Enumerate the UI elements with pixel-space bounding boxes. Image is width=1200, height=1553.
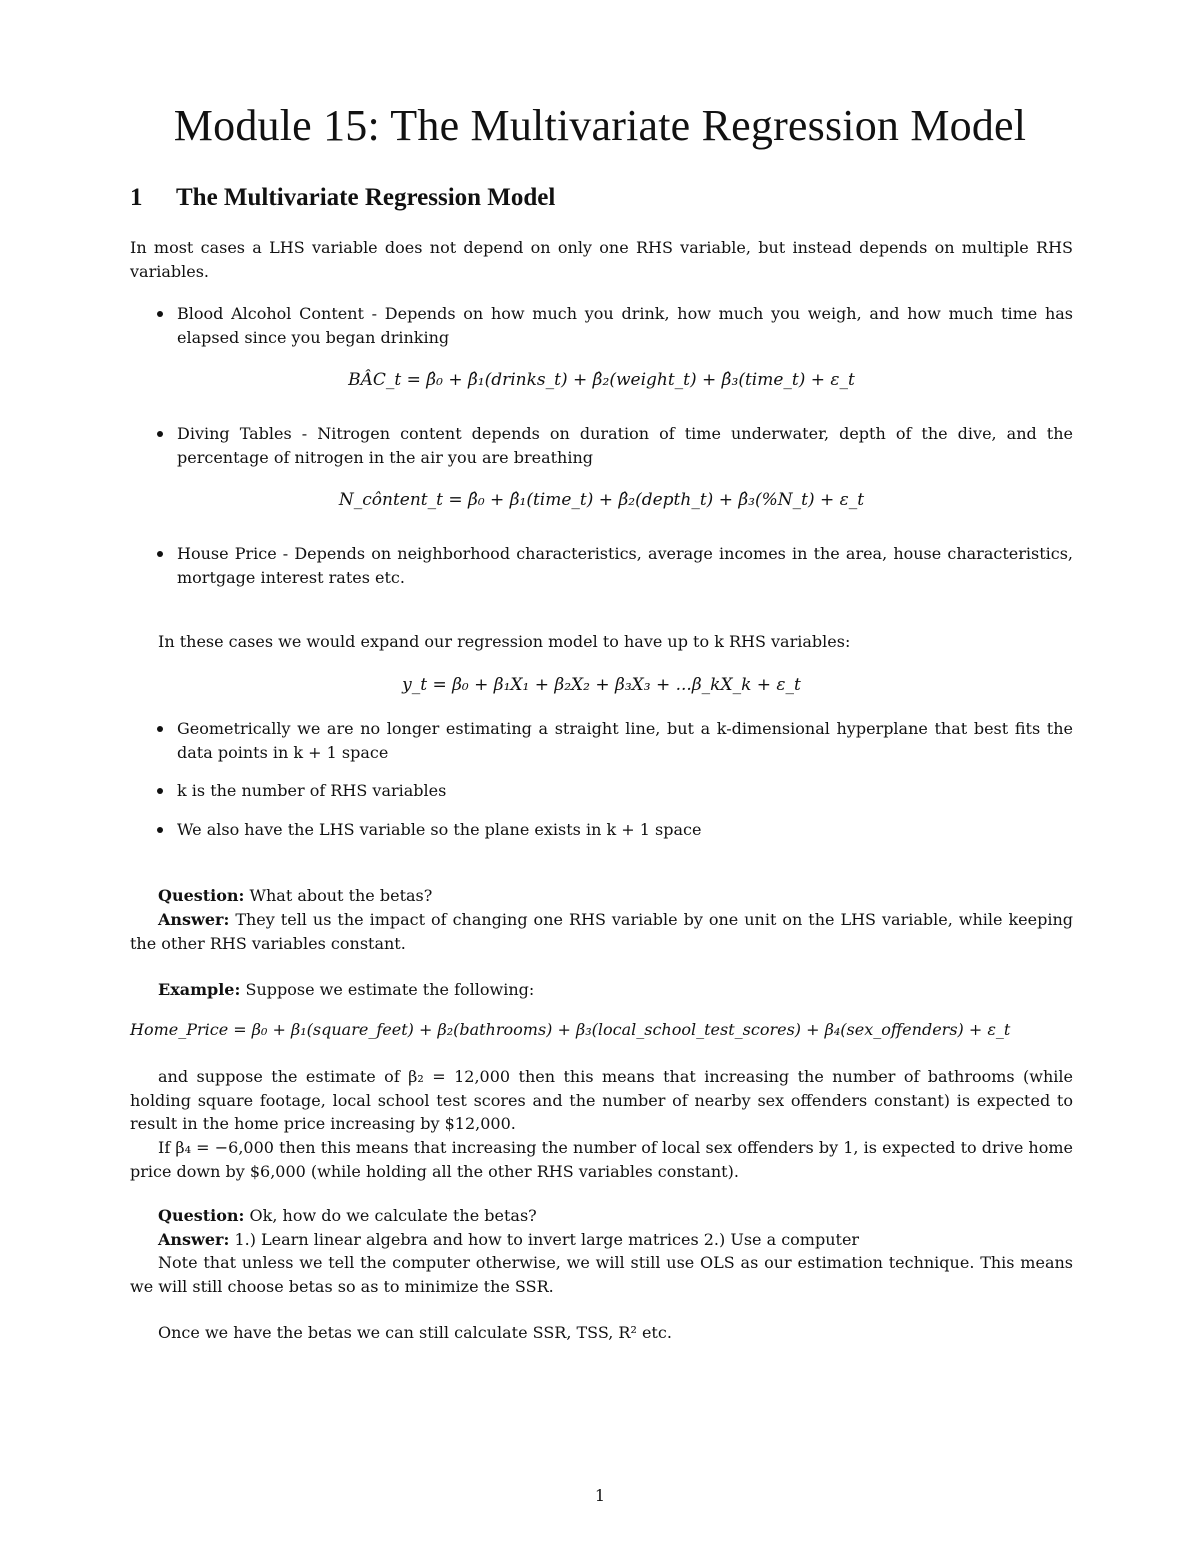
note-paragraph: Note that unless we tell the computer otherwise, we will still use OLS as our estimation technique. This means we will still choose betas so as to minimize the SSR. <box>130 1253 1073 1296</box>
question-label: Question: <box>158 1206 245 1225</box>
equation-bac: BÂC_t = β̂₀ + β̂₁(drinks_t) + β̂₂(weight_t) + β̂₃(time_t) + ε_t <box>348 370 855 390</box>
list-item <box>160 717 1073 764</box>
answer-text: They tell us the impact of changing one RHS variable by one unit on the LHS variable, while keeping the other RHS variables constant. <box>130 910 1073 953</box>
question-text: Ok, how do we calculate the betas? <box>249 1206 537 1225</box>
answer-1 <box>130 908 1073 955</box>
answer-label: Answer: <box>158 910 230 929</box>
bullet-text: Diving Tables - Nitrogen content depends on duration of time underwater, depth of the dive, and the percentage of nitrogen in the air you are breathing <box>177 424 1073 467</box>
list-item <box>160 779 1073 803</box>
example-label: Example: <box>158 980 241 999</box>
section-heading <box>130 184 555 212</box>
example-text: Suppose we estimate the following: <box>245 980 535 999</box>
bullet-icon <box>157 788 163 794</box>
question-label: Question: <box>158 886 245 905</box>
equation-general: y_t = β₀ + β₁X₁ + β₂X₂ + β₃X₃ + ...β_kX_k + ε_t <box>402 675 801 695</box>
bullet-icon <box>157 827 163 833</box>
example-paragraph <box>130 978 1073 1002</box>
equation-home-price: Home_Price = β₀ + β₁(square_feet) + β₂(bathrooms) + β₃(local_school_test_scores) + β₄(sex_offenders) + ε_t <box>130 1020 1011 1039</box>
bullet-icon <box>157 551 163 557</box>
answer-text: 1.) Learn linear algebra and how to invert large matrices 2.) Use a computer <box>234 1230 860 1249</box>
expand-paragraph: In these cases we would expand our regression model to have up to k RHS variables: <box>158 632 851 651</box>
bullet-icon <box>157 311 163 317</box>
intro-paragraph: In most cases a LHS variable does not depend on only one RHS variable, but instead depends on multiple RHS variables. <box>130 238 1073 281</box>
bullet-icon <box>157 726 163 732</box>
bullet-text: We also have the LHS variable so the plane exists in k + 1 space <box>177 820 702 839</box>
bullet-text: House Price - Depends on neighborhood characteristics, average incomes in the area, house characteristics, mortgage interest rates etc. <box>177 544 1073 587</box>
question-text: What about the betas? <box>249 886 433 905</box>
list-item <box>160 422 1073 469</box>
list-item <box>160 542 1073 589</box>
section-number: 1 <box>130 184 143 211</box>
bullet-text: Geometrically we are no longer estimating a straight line, but a k-dimensional hyperplane that best fits the data points in k + 1 space <box>177 719 1073 762</box>
question-1 <box>130 884 1073 908</box>
bullet-text: k is the number of RHS variables <box>177 781 447 800</box>
answer-label: Answer: <box>158 1230 230 1249</box>
list-item <box>160 302 1073 349</box>
equation-nitrogen: N_côntent_t = β̂₀ + β̂₁(time_t) + β̂₂(depth_t) + β̂₃(%N_t) + ε_t <box>338 490 865 510</box>
page-number: 1 <box>594 1486 606 1505</box>
answer-2 <box>130 1228 1073 1252</box>
final-paragraph: Once we have the betas we can still calculate SSR, TSS, R² etc. <box>158 1323 672 1342</box>
page-title: Module 15: The Multivariate Regression Model <box>173 101 1027 150</box>
paragraph-beta2: and suppose the estimate of β₂ = 12,000 then this means that increasing the number of bathrooms (while holding square footage, local school test scores and the number of nearby sex offenders constant) is expected to result in the home price increasing by $12,000. <box>130 1067 1073 1133</box>
bullet-icon <box>157 431 163 437</box>
section-title: The Multivariate Regression Model <box>176 184 556 211</box>
list-item <box>160 818 1073 842</box>
paragraph-beta4: If β₄ = −6,000 then this means that increasing the number of local sex offenders by 1, is expected to drive home price down by $6,000 (while holding all the other RHS variables constant). <box>130 1138 1073 1181</box>
question-2 <box>130 1204 1073 1228</box>
bullet-text: Blood Alcohol Content - Depends on how much you drink, how much you weigh, and how much time has elapsed since you began drinking <box>177 304 1073 347</box>
